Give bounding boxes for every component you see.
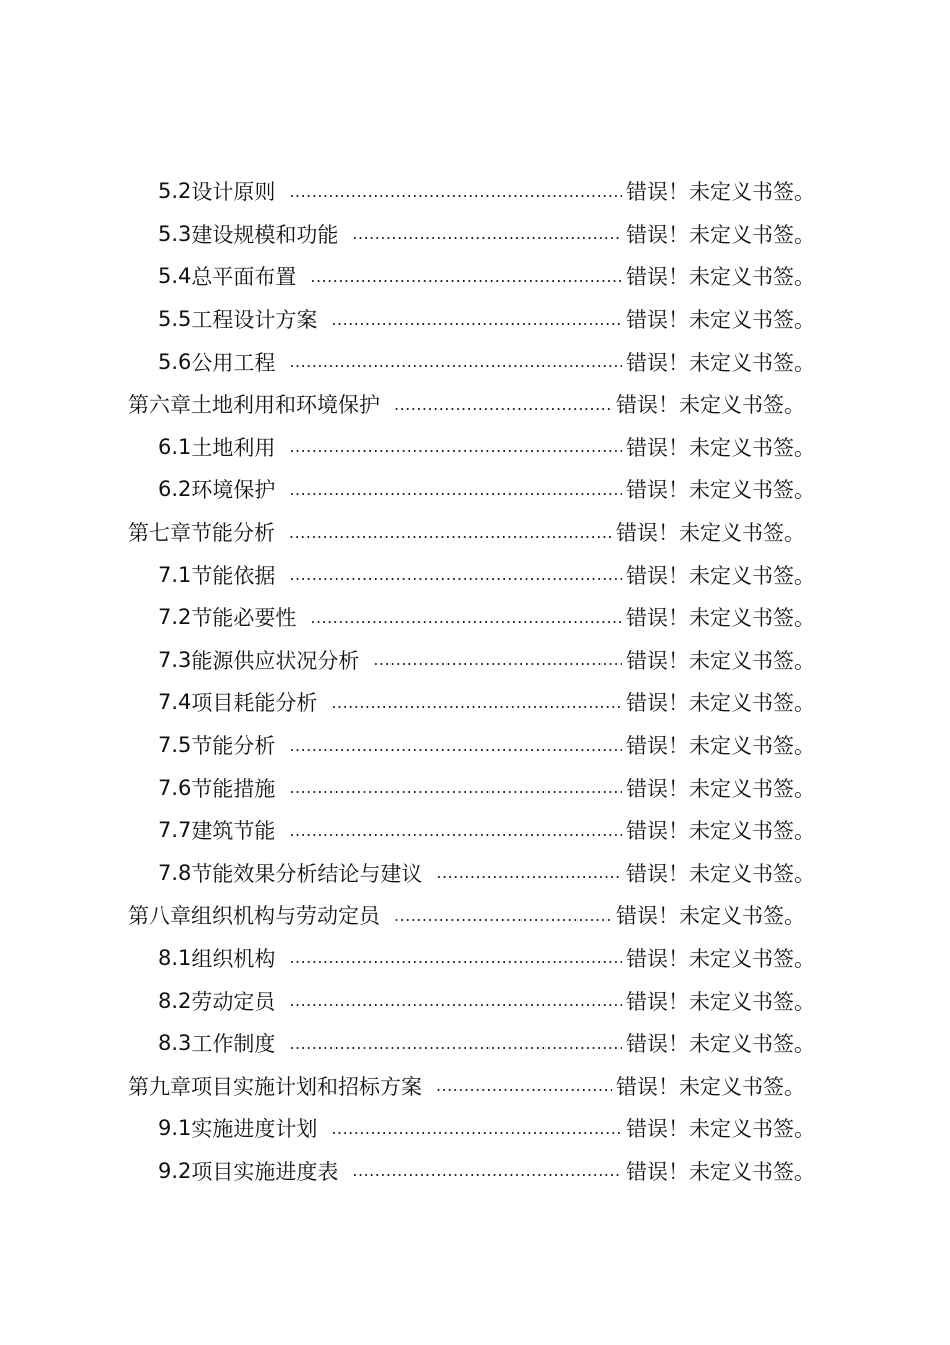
toc-dot-leader [289, 352, 622, 371]
toc-entry-number: 7.7 [158, 818, 192, 843]
toc-entry-title: 环境保护 [191, 478, 276, 503]
toc-entry-page-ref: 错误！未定义书签。 [626, 265, 815, 290]
toc-entry-page-ref: 错误！未定义书签。 [626, 648, 815, 673]
toc-entry-number: 第八章 [128, 904, 191, 929]
toc-entry-number: 6.1 [158, 434, 192, 459]
toc-entry-number: 5.2 [158, 179, 192, 204]
toc-section-entry[interactable] [0, 639, 950, 682]
toc-entry-page-ref: 错误！未定义书签。 [626, 1032, 815, 1057]
toc-entry-number: 8.1 [158, 945, 192, 970]
toc-section-entry[interactable] [0, 596, 950, 639]
toc-entry-title: 节能分析 [191, 521, 275, 546]
toc-entry-title: 土地利用 [191, 435, 276, 460]
toc-chapter-entry[interactable] [0, 1064, 950, 1107]
toc-entry-title: 工程设计方案 [191, 308, 318, 333]
toc-dot-leader [310, 267, 622, 286]
toc-entry-page-ref: 错误！未定义书签。 [626, 350, 815, 375]
toc-entry-page-ref: 错误！未定义书签。 [626, 435, 815, 460]
toc-entry-page-ref: 错误！未定义书签。 [626, 1117, 815, 1142]
toc-dot-leader [331, 693, 622, 712]
toc-dot-leader [289, 480, 622, 499]
toc-entry-title: 建设规模和功能 [191, 222, 339, 247]
toc-entry-title: 节能依据 [191, 563, 276, 588]
toc-entry-number: 8.2 [158, 988, 192, 1013]
toc-entry-page-ref: 错误！未定义书签。 [626, 861, 815, 886]
toc-dot-leader [289, 736, 622, 755]
toc-entry-page-ref: 错误！未定义书签。 [626, 222, 815, 247]
toc-entry-page-ref: 错误！未定义书签。 [616, 393, 805, 418]
toc-entry-number: 9.1 [158, 1116, 192, 1141]
toc-entry-title: 总平面布置 [191, 265, 297, 290]
toc-dot-leader [289, 182, 622, 201]
toc-entry-number: 5.3 [158, 221, 192, 246]
toc-entry-title: 实施进度计划 [191, 1117, 318, 1142]
toc-dot-leader [289, 565, 622, 584]
toc-chapter-entry[interactable] [0, 511, 950, 554]
toc-dot-leader [331, 310, 622, 329]
toc-entry-page-ref: 错误！未定义书签。 [626, 1159, 815, 1184]
toc-dot-leader [289, 778, 622, 797]
toc-entry-title: 节能必要性 [191, 606, 297, 631]
toc-section-entry[interactable] [0, 340, 950, 383]
toc-entry-title: 土地利用和环境保护 [191, 393, 380, 418]
toc-entry-title: 能源供应状况分析 [191, 648, 360, 673]
toc-chapter-entry[interactable] [0, 383, 950, 426]
toc-section-entry[interactable] [0, 766, 950, 809]
toc-entry-title: 节能效果分析结论与建议 [191, 861, 423, 886]
toc-section-entry[interactable] [0, 809, 950, 852]
toc-section-entry[interactable] [0, 724, 950, 767]
toc-entry-number: 9.2 [158, 1158, 192, 1183]
toc-section-entry[interactable] [0, 1107, 950, 1150]
table-of-contents [0, 170, 950, 1192]
toc-entry-page-ref: 错误！未定义书签。 [626, 946, 815, 971]
toc-section-entry[interactable] [0, 937, 950, 980]
toc-entry-title: 劳动定员 [191, 989, 276, 1014]
toc-entry-page-ref: 错误！未定义书签。 [626, 691, 815, 716]
toc-dot-leader [436, 1076, 612, 1095]
toc-entry-number: 7.2 [158, 605, 192, 630]
toc-entry-title: 工作制度 [191, 1032, 276, 1057]
toc-dot-leader [289, 1034, 622, 1053]
toc-dot-leader [289, 991, 622, 1010]
toc-dot-leader [352, 224, 622, 243]
toc-dot-leader [394, 395, 612, 414]
toc-entry-number: 8.3 [158, 1031, 192, 1056]
toc-entry-number: 7.5 [158, 733, 192, 758]
toc-dot-leader [289, 948, 622, 967]
toc-entry-number: 5.5 [158, 307, 192, 332]
toc-entry-title: 组织机构与劳动定员 [191, 904, 380, 929]
toc-entry-page-ref: 错误！未定义书签。 [616, 1074, 805, 1099]
toc-entry-page-ref: 错误！未定义书签。 [626, 308, 815, 333]
toc-entry-number: 第七章 [128, 521, 191, 546]
toc-section-entry[interactable] [0, 298, 950, 341]
toc-section-entry[interactable] [0, 255, 950, 298]
toc-dot-leader [289, 821, 622, 840]
toc-entry-page-ref: 错误！未定义书签。 [626, 734, 815, 759]
toc-entry-page-ref: 错误！未定义书签。 [616, 904, 805, 929]
toc-entry-page-ref: 错误！未定义书签。 [626, 606, 815, 631]
toc-entry-page-ref: 错误！未定义书签。 [626, 776, 815, 801]
toc-chapter-entry[interactable] [0, 894, 950, 937]
toc-dot-leader [373, 650, 622, 669]
toc-section-entry[interactable] [0, 468, 950, 511]
toc-entry-page-ref: 错误！未定义书签。 [626, 478, 815, 503]
toc-dot-leader [352, 1161, 622, 1180]
toc-dot-leader [289, 437, 622, 456]
toc-entry-number: 第六章 [128, 393, 191, 418]
toc-entry-number: 第九章 [128, 1074, 191, 1099]
toc-section-entry[interactable] [0, 979, 950, 1022]
toc-entry-title: 项目实施计划和招标方案 [191, 1074, 422, 1099]
toc-entry-title: 设计原则 [191, 180, 276, 205]
toc-section-entry[interactable] [0, 426, 950, 469]
toc-entry-number: 5.6 [158, 349, 192, 374]
toc-entry-number: 6.2 [158, 477, 192, 502]
toc-section-entry[interactable] [0, 170, 950, 213]
toc-entry-number: 5.4 [158, 264, 192, 289]
toc-entry-title: 项目实施进度表 [191, 1159, 339, 1184]
toc-entry-page-ref: 错误！未定义书签。 [626, 563, 815, 588]
toc-section-entry[interactable] [0, 213, 950, 256]
toc-entry-title: 节能分析 [191, 734, 276, 759]
toc-entry-title: 公用工程 [191, 350, 276, 375]
toc-section-entry[interactable] [0, 1022, 950, 1065]
toc-section-entry[interactable] [0, 553, 950, 596]
toc-entry-page-ref: 错误！未定义书签。 [626, 989, 815, 1014]
toc-dot-leader [331, 1119, 622, 1138]
toc-dot-leader [394, 906, 612, 925]
toc-entry-page-ref: 错误！未定义书签。 [616, 521, 805, 546]
toc-entry-number: 7.4 [158, 690, 192, 715]
toc-section-entry[interactable] [0, 852, 950, 895]
toc-entry-title: 组织机构 [191, 946, 276, 971]
toc-section-entry[interactable] [0, 1150, 950, 1193]
toc-entry-page-ref: 错误！未定义书签。 [626, 180, 815, 205]
toc-entry-title: 项目耗能分析 [191, 691, 318, 716]
toc-entry-number: 7.8 [158, 860, 192, 885]
toc-dot-leader [289, 523, 612, 542]
toc-entry-title: 节能措施 [191, 776, 276, 801]
toc-entry-number: 7.3 [158, 647, 192, 672]
toc-dot-leader [436, 863, 622, 882]
toc-dot-leader [310, 608, 622, 627]
toc-entry-page-ref: 错误！未定义书签。 [626, 819, 815, 844]
toc-entry-title: 建筑节能 [191, 819, 276, 844]
toc-section-entry[interactable] [0, 681, 950, 724]
toc-entry-number: 7.1 [158, 562, 192, 587]
toc-entry-number: 7.6 [158, 775, 192, 800]
